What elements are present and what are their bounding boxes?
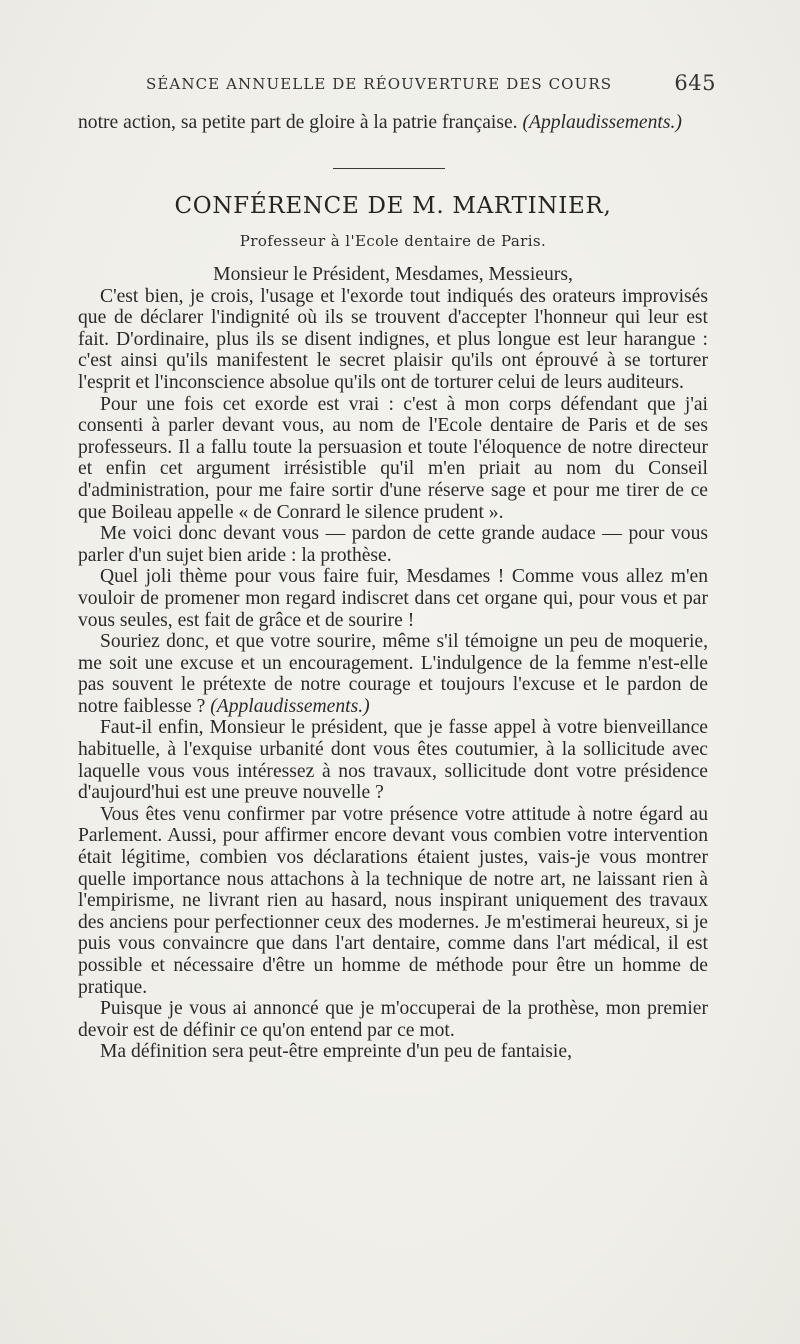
lecture-body [78,264,708,1063]
speaker-affiliation: Professeur à l'Ecole dentaire de Paris. [239,232,547,250]
applause-note: (Applaudissements.) [210,695,370,717]
paragraph: Me voici donc devant vous — pardon de cette grande audace — pour vous parler d'un sujet bien aride : la prothèse. [78,523,708,566]
paragraph: Puisque je vous ai annoncé que je m'occuperai de la prothèse, mon premier devoir est de définir ce qu'on entend par ce mot. [78,998,708,1041]
salutation: Monsieur le Président, Mesdames, Messieurs, [213,264,573,285]
paragraph: Ma définition sera peut-être empreinte d'un peu de fantaisie, [100,1041,572,1063]
lecture-title: CONFÉRENCE DE M. MARTINIER, [174,193,612,219]
paragraph: Quel joli thème pour vous faire fuir, Mesdames ! Comme vous allez m'en vouloir de promener mon regard indiscret dans cet organe qui, pour vous et par vous seules, est fait de grâce et de sourire ! [78,566,708,631]
applause-note: (Applaudissements.) [522,112,682,133]
running-head [146,73,716,99]
continued-paragraph-text: notre action, sa petite part de gloire à la patrie française. [78,112,523,133]
running-head-title: SÉANCE ANNUELLE DE RÉOUVERTURE DES COURS [146,75,613,93]
paragraph: C'est bien, je crois, l'usage et l'exorde tout indiqués des orateurs improvisés que de déclarer l'indignité où ils se trouvent d'accepter l'honneur qui leur est fait. D'ordinaire, plus ils se disent indignes, et plus longue est leur harangue : c'est ainsi qu'ils manifestent le secret plaisir qu'ils ont éprouvé à se torturer l'esprit et l'inconscience absolue qu'ils ont de torturer celui de leurs auditeurs. [78,285,708,393]
paragraph: Vous êtes venu confirmer par votre présence votre attitude à notre égard au Parlement. Aussi, pour affirmer encore devant vous combien votre intervention était légitime, combien vos déclarations étaient justes, vais-je vous montrer quelle importance nous attachons à la technique de notre art, ne laissant rien à l'empirisme, ne livrant rien au hasard, nous inspirant uniquement des travaux des anciens pour perfectionner ceux des modernes. Je m'estimerai heureux, si je puis vous convaincre que dans l'art dentaire, comme dans l'art médical, il est possible et nécessaire d'être un homme de méthode pour être un homme de pratique. [78,803,708,998]
paragraph: Faut-il enfin, Monsieur le président, que je fasse appel à votre bienveillance habituelle, à l'exquise urbanité dont vous êtes coutumier, à la sollicitude avec laquelle vous vous intéressez à nos travaux, sollicitude dont votre présidence d'aujourd'hui est une preuve nouvelle ? [78,717,708,804]
continued-paragraph [78,112,708,134]
page-number: 645 [674,71,716,95]
paragraph [78,631,708,717]
section-divider [333,168,445,169]
paragraph-text: Souriez donc, et que votre sourire, même s'il témoigne un peu de moquerie, me soit une excuse et un encouragement. L'indulgence de la femme n'est-elle pas souvent le prétexte de notre courage et toujours l'excuse et le pardon de notre faiblesse ? [78,631,708,717]
paragraph: Pour une fois cet exorde est vrai : c'est à mon corps défendant que j'ai consenti à parler devant vous, au nom de l'Ecole dentaire de Paris et de ses professeurs. Il a fallu toute la persuasion et toute l'éloquence de notre directeur et enfin cet argument irrésistible qu'il m'en priait au nom du Conseil d'administration, pour me faire sortir d'une réserve sage et pour me tirer de ce que Boileau appelle « de Conrard le silence prudent ». [78,393,708,523]
